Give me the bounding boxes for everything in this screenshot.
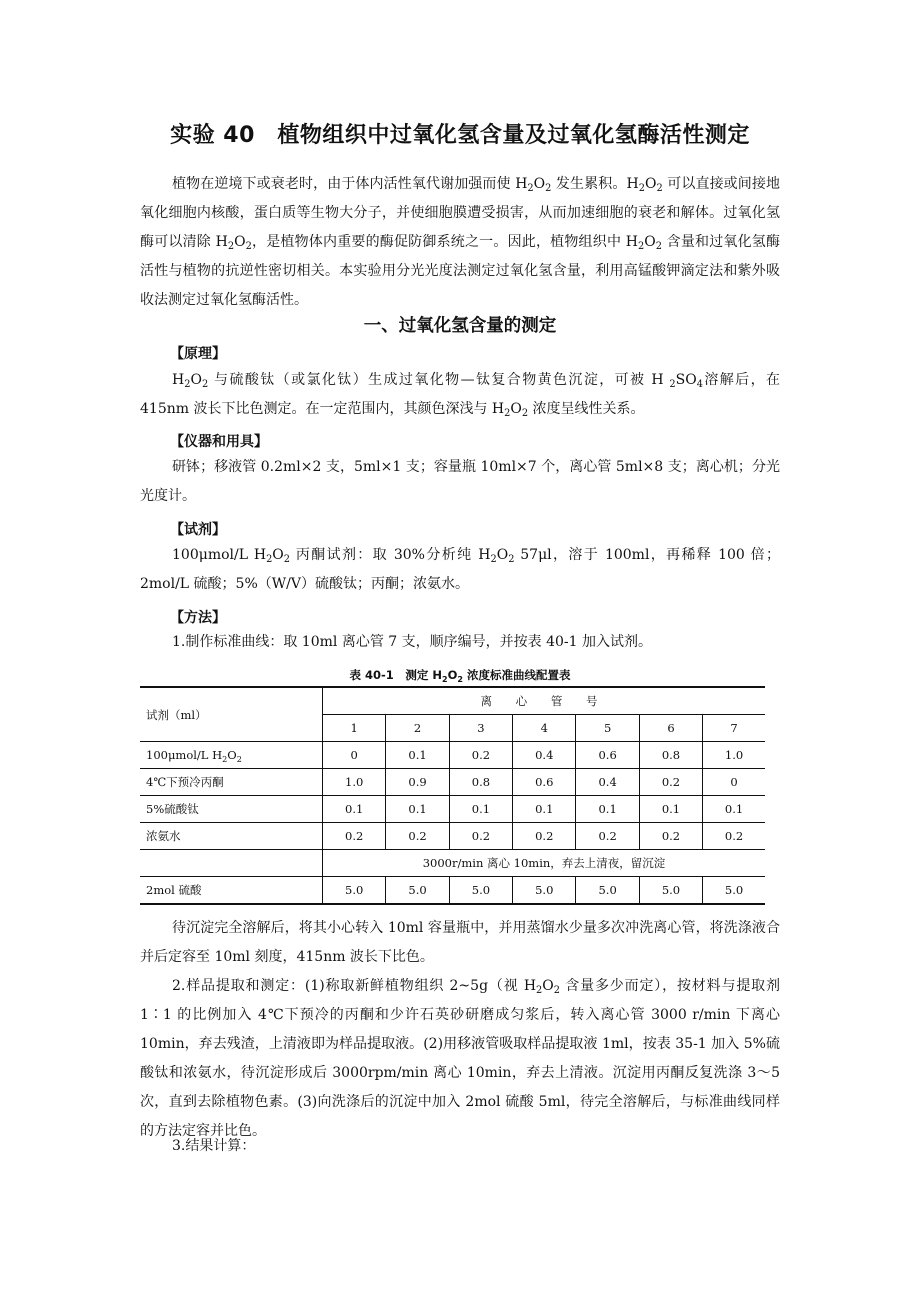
table-caption: 表 40-1 测定 $H_2O_2$ 浓度标准曲线配置表 bbox=[349, 668, 571, 684]
table-cell: 0.2 bbox=[576, 823, 639, 850]
table-cell: 0.8 bbox=[639, 742, 702, 769]
table-cell: 0.2 bbox=[449, 823, 512, 850]
tube-number: 5 bbox=[576, 715, 639, 742]
method-step-3: 3.结果计算： bbox=[172, 1138, 256, 1154]
table-cell: 5.0 bbox=[513, 877, 576, 905]
instruments-heading: 【仪器和用具】 bbox=[170, 434, 268, 450]
intro-paragraph: 植物在逆境下或衰老时，由于体内活性氧代谢加强而使 $H_2O_2$ 发生累积。$H_2O_2$ 可以直接或间接地氧化细胞内核酸，蛋白质等生物大分子，并使细胞膜遭受损害，从而加速细胞的衰老和解体。过氧化氢酶可以清除 $H_2O_2$，是植物体内重要的酶促防御系统之一。因此，植物组织中 $H_2O_2$ 含量和过氧化氢酶活性与植物的抗逆性密切相关。本实验用分光光度法测定过氧化氢含量，利用高锰酸钾滴定法和紫外吸收法测定过氧化氢酶活性。 bbox=[140, 176, 781, 308]
table-cell: 0.2 bbox=[323, 823, 386, 850]
row-label bbox=[140, 850, 323, 877]
table-cell: 5.0 bbox=[449, 877, 512, 905]
table-cell: 0.1 bbox=[576, 796, 639, 823]
table-cell: 0 bbox=[703, 769, 765, 796]
table-cell: 0.6 bbox=[513, 769, 576, 796]
h2o2-formula: $H_2O_2$ bbox=[478, 547, 515, 565]
tube-number: 2 bbox=[386, 715, 449, 742]
principle-heading: 【原理】 bbox=[170, 346, 226, 362]
after-table-paragraph: 待沉淀完全溶解后，将其小心转入 10ml 容量瓶中，并用蒸馏水少量多次冲洗离心管，将洗涤液合并后定容至 10ml 刻度，415nm 波长下比色。 bbox=[140, 920, 780, 965]
table-cell: 0.2 bbox=[639, 823, 702, 850]
table-cell: 0.1 bbox=[449, 796, 512, 823]
table-cell: 5.0 bbox=[323, 877, 386, 905]
table-cell: 5.0 bbox=[639, 877, 702, 905]
h2o2-formula: $H_2O_2$ bbox=[626, 176, 663, 194]
method-step-1: 1.制作标准曲线：取 10ml 离心管 7 支，顺序编号，并按表 40-1 加入试剂。 bbox=[172, 634, 652, 650]
table-cell: 1.0 bbox=[703, 742, 765, 769]
row-label: 100μmol/L $H_2O_2$ bbox=[140, 742, 323, 769]
table-cell: 0.2 bbox=[449, 742, 512, 769]
table-cell: 0.4 bbox=[576, 769, 639, 796]
row-label: 浓氨水 bbox=[140, 823, 323, 850]
table-cell: 0.6 bbox=[576, 742, 639, 769]
table-cell: 0 bbox=[323, 742, 386, 769]
h2o2-formula: $H_2O_2$ bbox=[253, 547, 291, 565]
table-cell: 0.2 bbox=[639, 769, 702, 796]
table-corner-label: 试剂（ml） bbox=[140, 687, 323, 742]
centrifuge-note-row bbox=[140, 850, 765, 877]
table-row bbox=[140, 823, 765, 850]
table-row bbox=[140, 742, 765, 769]
table-row bbox=[140, 769, 765, 796]
tube-group-header: 离 心 管 号 bbox=[323, 687, 766, 715]
section-title: 一、过氧化氢含量的测定 bbox=[363, 316, 557, 336]
table-cell: 0.2 bbox=[386, 823, 449, 850]
row-label: 4℃下预冷丙酮 bbox=[140, 769, 323, 796]
row-label: 2mol 硫酸 bbox=[140, 877, 323, 905]
table-cell: 0.1 bbox=[639, 796, 702, 823]
table-cell: 5.0 bbox=[576, 877, 639, 905]
h2o2-formula: $H_2O_2$ bbox=[172, 372, 209, 390]
h2o2-formula: $H_2O_2$ bbox=[625, 234, 662, 252]
h2so4-formula: H $_2SO_4$ bbox=[651, 372, 703, 390]
h2o2-formula: $H_2O_2$ bbox=[432, 668, 463, 684]
reagents-heading: 【试剂】 bbox=[170, 522, 226, 538]
h2o2-formula: $H_2O_2$ bbox=[523, 978, 560, 996]
tube-number: 4 bbox=[513, 715, 576, 742]
table-cell: 0.2 bbox=[513, 823, 576, 850]
method-heading: 【方法】 bbox=[170, 610, 226, 626]
method-step-2: 2.样品提取和测定：(1)称取新鲜植物组织 2~5g（视 $H_2O_2$ 含量多少而定），按材料与提取剂 1∶1 的比例加入 4℃下预冷的丙酮和少许石英砂研磨成匀浆后，转入离心管 3000 r/min 下离心 10min，弃去残渣，上清液即为样品提取液。(2)用移液管吸取样品提取液 1ml，按表 35-1 加入 5%硫酸钛和浓氨水，待沉淀形成后 3000rpm/min 离心 10min，弃去上清液。沉淀用丙酮反复洗涤 3～5 次，直到去除植物色素。(3)向洗涤后的沉淀中加入 2mol 硫酸 5ml，待完全溶解后，与标准曲线同样的方法定容并比色。 bbox=[140, 978, 780, 1139]
table-cell: 0.1 bbox=[386, 742, 449, 769]
h2o2-formula: $H_2O_2$ bbox=[491, 401, 529, 419]
tube-number: 3 bbox=[449, 715, 512, 742]
table-cell: 0.1 bbox=[703, 796, 765, 823]
row-label: 5%硫酸钛 bbox=[140, 796, 323, 823]
h2o2-formula: $H_2O_2$ bbox=[215, 234, 252, 252]
table-cell: 5.0 bbox=[703, 877, 765, 905]
tube-number: 1 bbox=[323, 715, 386, 742]
table-cell: 0.1 bbox=[513, 796, 576, 823]
h2o2-formula: $H_2O_2$ bbox=[515, 176, 552, 194]
table-cell: 0.1 bbox=[323, 796, 386, 823]
table-cell: 0.8 bbox=[449, 769, 512, 796]
tube-number: 7 bbox=[703, 715, 765, 742]
tube-number: 6 bbox=[639, 715, 702, 742]
page-title: 实验 40 植物组织中过氧化氢含量及过氧化氢酶活性测定 bbox=[170, 123, 750, 148]
table-cell: 1.0 bbox=[323, 769, 386, 796]
centrifuge-note: 3000r/min 离心 10min，弃去上清夜，留沉淀 bbox=[323, 850, 766, 877]
instruments-paragraph: 研钵；移液管 0.2ml×2 支，5ml×1 支；容量瓶 10ml×7 个，离心管 5ml×8 支；离心机；分光光度计。 bbox=[140, 459, 780, 504]
table-cell: 0.4 bbox=[513, 742, 576, 769]
h2o2-formula: $H_2O_2$ bbox=[212, 748, 242, 764]
table-cell: 5.0 bbox=[386, 877, 449, 905]
table-cell: 0.1 bbox=[386, 796, 449, 823]
table-cell: 0.2 bbox=[703, 823, 765, 850]
standard-curve-table bbox=[140, 686, 765, 905]
table-row bbox=[140, 877, 765, 905]
table-cell: 0.9 bbox=[386, 769, 449, 796]
table-header-row bbox=[140, 687, 765, 715]
principle-paragraph: $H_2O_2$ 与硫酸钛（或氯化钛）生成过氧化物—钛复合物黄色沉淀，可被 H $_2SO_4$溶解后，在 415nm 波长下比色测定。在一定范围内，其颜色深浅与 $H_2O_2$ 浓度呈线性关系。 bbox=[140, 372, 780, 419]
reagents-paragraph: 100μmol/L $H_2O_2$ 丙酮试剂：取 30%分析纯 $H_2O_2$ 57μl，溶于 100ml，再稀释 100 倍；2mol/L 硫酸；5%（W/V）硫酸钛；丙酮；浓氨水。 bbox=[140, 547, 781, 592]
table-row bbox=[140, 796, 765, 823]
